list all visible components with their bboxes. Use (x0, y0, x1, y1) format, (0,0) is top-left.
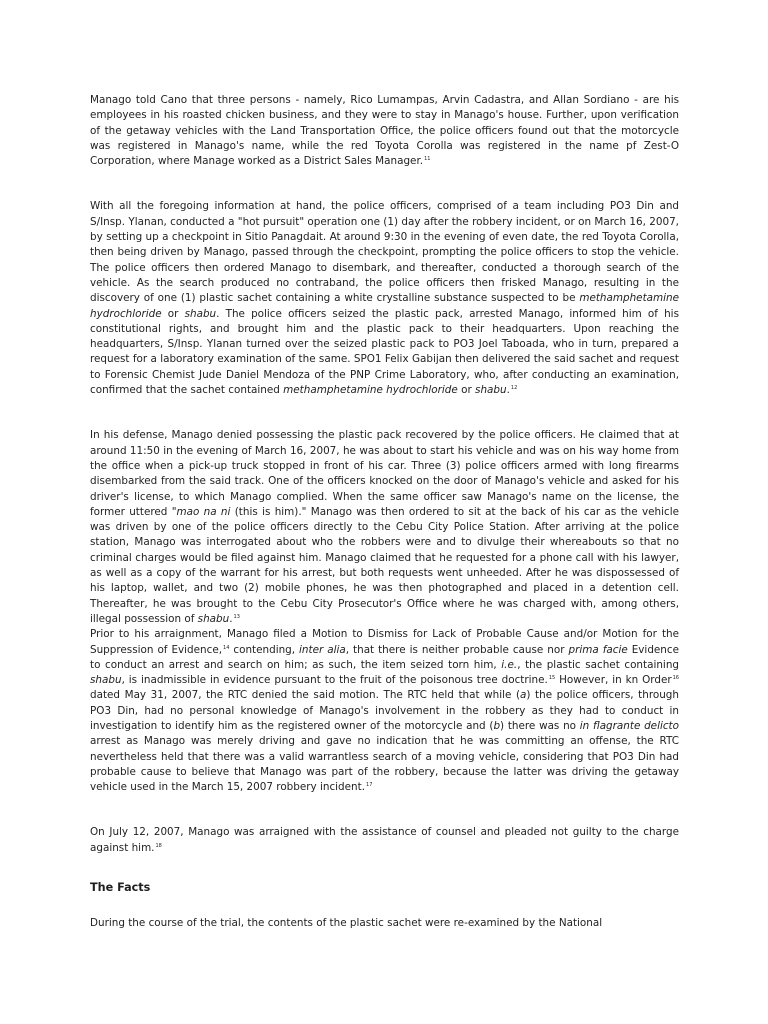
italic-text: mao na ni (176, 505, 231, 518)
paragraph-text: ) the police officers, through PO3 Din, had no personal knowledge of Manago's involvement in the robbery as they had to conduct in investigation to identify him as the registered owner of the motorcycle and ( (90, 689, 679, 732)
italic-text: b (493, 719, 501, 732)
paragraph-text: dated May 31, 2007, the RTC denied the said motion. The RTC held that while ( (90, 689, 521, 702)
italic-text: methamphetamine hydrochloride (90, 292, 679, 320)
paragraph-text: (this is him)." Manago was then ordered to sit at the back of his car as the vehicle was driven by one of the police officers directly to the Cebu City Police Station. After arriving at the police station, Manago was interrogated about who the robbers were and to divulge their whereabouts so that no criminal charges would be filed against him. Manago claimed that he requested for a phone call with his lawyer, as well as a copy of the warrant for his arrest, but both requests went unheeded. After he was dispossessed of his laptop, wallet, and two (2) mobile phones, he was then photographed and placed in a detention cell. Thereafter, he was brought to the Cebu City Prosecutor's Office where he was charged with, among others, illegal possession of (90, 505, 679, 625)
footnote-marker: 11 (424, 156, 431, 163)
paragraph-text: Prior to his arraignment, Manago filed a Motion to Dismiss for Lack of Probable Cause and/or Motion for the Suppression of Evidence, (90, 628, 679, 656)
italic-text: a (520, 689, 527, 702)
paragraph-text: . (229, 612, 233, 625)
paragraph-text: or (457, 384, 476, 397)
italic-text: shabu (197, 612, 230, 625)
footnote-marker: 15 (548, 675, 556, 682)
italic-text: in flagrante delicto (579, 719, 679, 732)
paragraph-text: , the plastic sachet containing (517, 658, 679, 671)
paragraph-2 (90, 199, 679, 398)
paragraph-1 (90, 93, 679, 169)
paragraph-text: Evidence to conduct an arrest and search on him; as such, the item seized torn him, (90, 643, 679, 671)
paragraph-text: However, in kn Order (555, 674, 672, 687)
footnote-marker: 13 (233, 613, 240, 620)
italic-text: methamphetamine hydrochloride (283, 384, 458, 397)
paragraph-text: . (506, 384, 510, 397)
paragraph-text: , that there is neither probable cause nor (345, 643, 569, 656)
italic-text: prima facie (568, 643, 628, 656)
paragraph-text: or (161, 307, 185, 320)
paragraph-text: Manago told Cano that three persons - namely, Rico Lumampas, Arvin Cadastra, and Allan Sordiano - are his employees in his roasted chicken business, and they were to stay in Manago's house. Further, upon verification of the getaway vehicles with the Land Transportation Office, the police officers found out that the motorcycle was registered in Manago's name, while the red Toyota Corolla was registered in the name pf Zest-O Corporation, where Manage worked as a District Sales Manager. (90, 94, 679, 168)
paragraph-text: With all the foregoing information at hand, the police officers, comprised of a team including PO3 Din and S/Insp. Ylanan, conducted a "hot pursuit" operation one (1) day after the robbery incident, or on March 16, 2007, by setting up a checkpoint in Sitio Panagdait. At around 9:30 in the evening of even date, the red Toyota Corolla, then being driven by Manago, passed through the checkpoint, prompting the police officers to stop the vehicle. The police officers then ordered Manago to disembark, and thereafter, conducted a thorough search of the vehicle. As the search produced no contraband, the police officers then frisked Manago, resulting in the discovery of one (1) plastic sachet containing a white crystalline substance suspected to be (90, 200, 679, 305)
footnote-marker: 18 (155, 842, 162, 849)
paragraph-text: In his defense, Manago denied possessing the plastic pack recovered by the police officers. He claimed that at around 11:50 in the evening of March 16, 2007, he was about to start his vehicle and was on his way home from the office when a pick-up truck stopped in front of his car. Three (3) police officers armed with long firearms disembarked from the said track. One of the officers knocked on the door of Manago's vehicle and asked for his driver's license, to which Manago complied. When the same officer saw Manago's name on the license, the former uttered " (90, 429, 679, 518)
paragraph-5 (90, 825, 679, 856)
paragraph-text: arrest as Manago was merely driving and gave no indication that he was committing an offense, the RTC nevertheless held that there was a valid warrantless search of a moving vehicle, considering that PO3 Din had probable cause to believe that Manago was part of the robbery, because the latter was driving the getaway vehicle used in the March 15, 2007 robbery incident. (90, 735, 679, 794)
paragraph-text: , is inadmissible in evidence pursuant to the fruit of the poisonous tree doctrine. (121, 674, 548, 687)
paragraph-text: contending, (229, 643, 300, 656)
paragraph-text: During the course of the trial, the contents of the plastic sachet were re-examined by the National (90, 917, 603, 930)
italic-text: i.e. (501, 658, 518, 671)
footnote-marker: 12 (510, 385, 518, 392)
paragraph-6 (90, 916, 679, 931)
italic-text: shabu (184, 307, 217, 320)
paragraph-text: On July 12, 2007, Manago was arraigned with the assistance of counsel and pleaded not guilty to the charge against him. (90, 826, 679, 854)
footnote-marker: 16 (672, 675, 679, 682)
italic-text: inter alia (299, 643, 346, 656)
paragraph-4 (90, 627, 679, 795)
paragraph-text: ) there was no (500, 719, 580, 732)
paragraph-3 (90, 428, 679, 627)
footnote-marker: 17 (366, 782, 373, 789)
paragraph-text: . The police officers seized the plastic pack, arrested Manago, informed him of his constitutional rights, and brought him and the plastic pack to their headquarters. Upon reaching the headquarters, S/Insp. Ylanan turned over the seized plastic pack to PO3 Joel Taboada, who in turn, prepared a request for a laboratory examination of the same. SPO1 Felix Gabijan then delivered the said sachet and request to Forensic Chemist Jude Daniel Mendoza of the PNP Crime Laboratory, who, after conducting an examination, confirmed that the sachet contained (90, 307, 679, 397)
italic-text: shabu (90, 674, 122, 687)
section-heading: The Facts (90, 881, 151, 895)
italic-text: shabu (475, 384, 507, 397)
footnote-marker: 14 (223, 644, 230, 651)
